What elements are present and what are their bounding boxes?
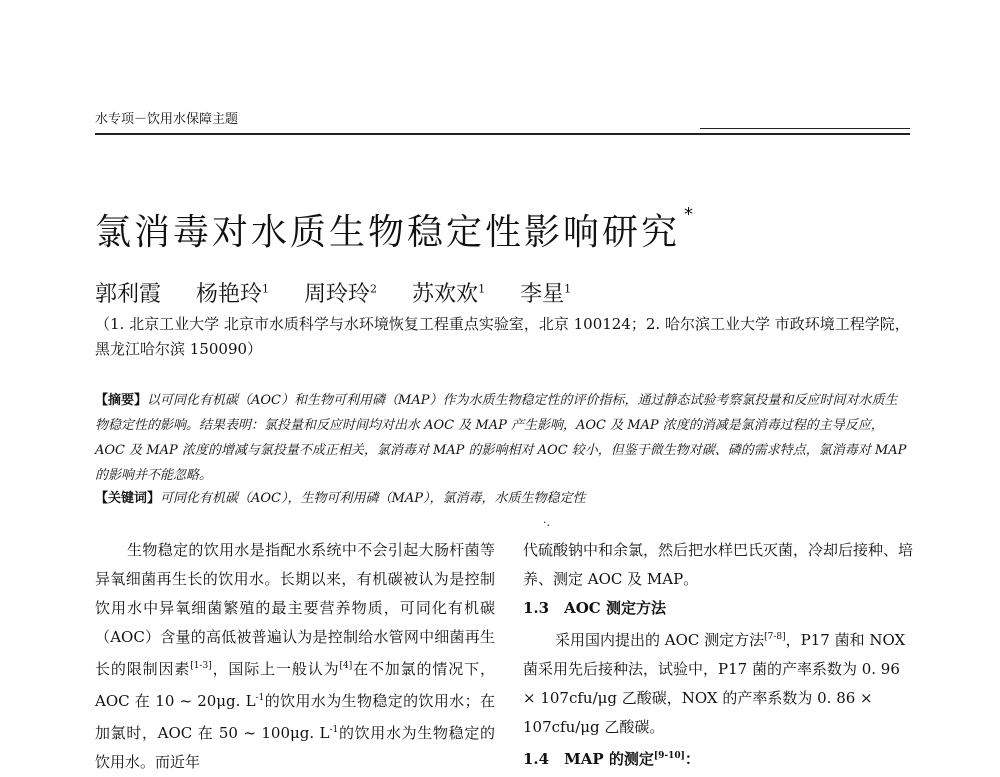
- body-right-column: [523, 536, 913, 774]
- author: 苏欢欢$^1$: [412, 282, 486, 307]
- author: 杨艳玲$^1$: [196, 282, 270, 307]
- citation: [1-3]: [190, 661, 212, 671]
- paragraph: 采用国内提出的 AOC 测定方法[7-8]，P17 菌和 NOX 菌采用先后接种法，试验中，P17 菌的产率系数为 0. 96 × 107cfu/μg 乙酸碳，NOX 的产率系数为 0. 86 × 107cfu/μg 乙酸碳。: [523, 631, 906, 736]
- article-title: [95, 204, 696, 255]
- paragraph: 代硫酸钠中和余氯，然后把水样巴氏灭菌，冷却后接种、培养、测定 AOC 及 MAP。: [523, 541, 914, 588]
- abstract: [95, 388, 910, 488]
- author: 李星$^1$: [520, 282, 572, 307]
- header-rule-thin: [700, 128, 910, 129]
- section-heading: 1.4 MAP 的测定[9-10]：: [523, 750, 700, 768]
- author: 郭利霞: [95, 282, 162, 307]
- abstract-label: 【摘要】: [95, 393, 148, 408]
- affiliation: （1. 北京工业大学 北京市水质科学与水环境恢复工程重点实验室，北京 100124；2. 哈尔滨工业大学 市政环境工程学院，黑龙江哈尔滨 150090）: [95, 315, 910, 358]
- title-text: 氯消毒对水质生物稳定性影响研究: [95, 212, 681, 253]
- title-mark: *: [684, 204, 697, 225]
- citation: [4]: [339, 661, 353, 671]
- keywords-text: 可同化有机碳（AOC），生物可利用磷（MAP），氯消毒，水质生物稳定性: [160, 491, 586, 506]
- header-rule: [95, 133, 910, 135]
- body-left-column: 生物稳定的饮用水是指配水系统中不会引起大肠杆菌等异氧细菌再生长的饮用水。长期以来，有机碳被认为是控制饮用水中异氧细菌繁殖的最主要营养物质，可同化有机碳（AOC）含量的高低被普遍认为是控制给水管网中细菌再生长的限制因素[1-3]，国际上一般认为[4]在不加氯的情况下，AOC 在 10 ~ 20μg. L$^{-1}$的饮用水为生物稳定的饮用水；在加氯时，AOC 在 50 ~ 100μg. L$^{-1}$的饮用水为生物稳定的饮用水。而近年: [95, 541, 495, 771]
- keywords-label: 【关键词】: [95, 491, 161, 506]
- section-heading: 1.3 AOC 测定方法: [523, 599, 666, 617]
- citation: [7-8]: [764, 632, 786, 642]
- stray-dots: ·.: [543, 516, 550, 529]
- running-header: 水专项－饮用水保障主题: [95, 112, 239, 127]
- author: 周玲玲$^2$: [304, 282, 378, 307]
- author-list: [95, 277, 599, 308]
- abstract-text: 以可同化有机碳（AOC）和生物可利用磷（MAP）作为水质生物稳定性的评价指标，通过静态试验考察氯投量和反应时间对水质生物稳定性的影响。结果表明：氯投量和反应时间均对出水 AOC 及 MAP 产生影响，AOC 及 MAP 浓度的消减是氯消毒过程的主导反应，AOC 及 MAP 浓度的增减与氯投量不成正相关，氯消毒对 MAP 的影响相对 AOC 较小，但鉴于微生物对碳、磷的需求特点，氯消毒对 MAP 的影响并不能忽略。: [95, 393, 907, 483]
- keywords: [95, 486, 910, 511]
